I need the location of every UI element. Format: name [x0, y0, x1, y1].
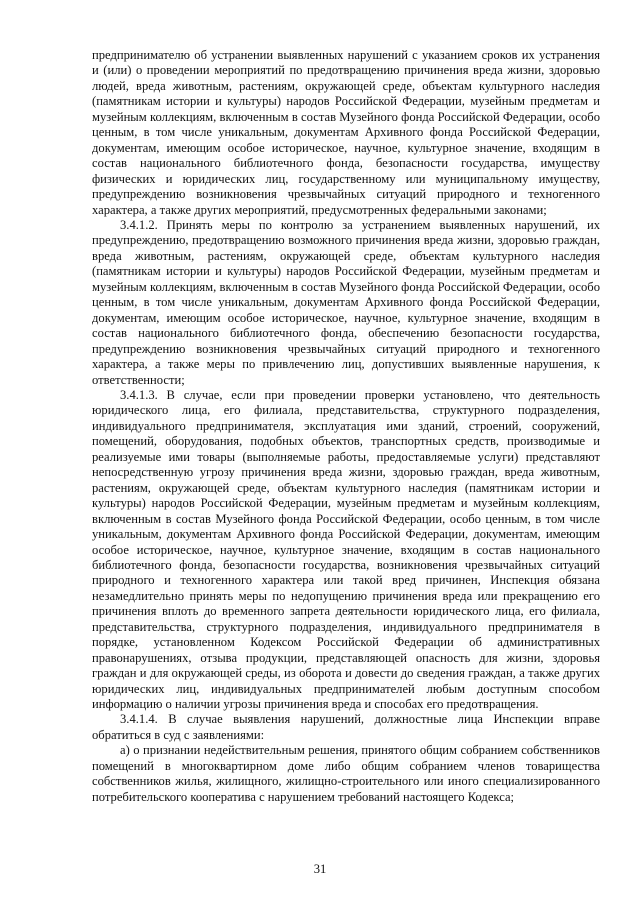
- paragraph-continuation: предпринимателю об устранении выявленных нарушений с указанием сроков их устранения и (или) о проведении мероприятий по предотвращению причинения вреда жизни, здоровью людей, вреда животным, растениям, окружающей среде, объектам культурного наследия (памятникам истории и культуры) народов Российской Федерации, музейным предметам и музейным коллекциям, включенным в состав Музейного фонда Российской Федерации, особо ценным, в том числе уникальным, документам Архивного фонда Российской Федерации, документам, имеющим особое историческое, научное, культурное значение, входящим в состав национального библиотечного фонда, безопасности государства, имуществу физических и юридических лиц, государственному или муниципальному имуществу, предупреждению возникновения чрезвычайных ситуаций природного и техногенного характера, а также других мероприятий, предусмотренных федеральными законами;: [92, 48, 600, 217]
- paragraph-item-a: а) о признании недействительным решения, принятого общим собранием собственников помещений в многоквартирном доме либо общим собранием членов товарищества собственников жилья, жилищного, жилищно-строительного или иного специализированного потребительского кооператива с нарушением требований настоящего Кодекса;: [92, 743, 600, 804]
- page-number: 31: [313, 862, 327, 876]
- paragraph-3-4-1-2: 3.4.1.2. Принять меры по контролю за устранением выявленных нарушений, их предупреждению, предотвращению возможного причинения вреда жизни, здоровью граждан, вреда животным, растениям, окружающей среде, объектам культурного наследия (памятникам истории и культуры) народов Российской Федерации, музейным предметам и музейным коллекциям, включенным в состав Музейного фонда Российской Федерации, особо ценным, в том числе уникальным, документам Архивного фонда Российской Федерации, документам, имеющим особое историческое, научное, культурное значение, входящим в состав национального библиотечного фонда, обеспечению безопасности государства, предупреждению возникновения чрезвычайных ситуаций природного и техногенного характера, а также меры по привлечению лиц, допустивших выявленные нарушения, к ответственности;: [92, 217, 600, 387]
- paragraph-3-4-1-4: 3.4.1.4. В случае выявления нарушений, должностные лица Инспекции вправе обратиться в суд с заявлениями:: [92, 712, 600, 742]
- document-page: [92, 48, 600, 805]
- paragraph-3-4-1-3: 3.4.1.3. В случае, если при проведении проверки установлено, что деятельность юридического лица, его филиала, представительства, структурного подразделения, индивидуального предпринимателя, эксплуатация ими зданий, строений, сооружений, помещений, оборудования, подобных объектов, транспортных средств, производимые и реализуемые ими товары (выполняемые работы, предоставляемые услуги) представляют непосредственную угрозу причинения вреда жизни, здоровью граждан, вреда животным, растениям, окружающей среде, объектам культурного наследия (памятникам истории и культуры) народов Российской Федерации, музейным предметам и музейным коллекциям, включенным в состав Музейного фонда Российской Федерации, особо ценным, в том числе уникальным, документам Архивного фонда Российской Федерации, документам, имеющим особое историческое, научное, культурное значение, входящим в состав национального библиотечного фонда, безопасности государства, возникновения чрезвычайных ситуаций природного и техногенного характера или такой вред причинен, Инспекция обязана незамедлительно принять меры по недопущению причинения вреда или прекращению его причинения вплоть до временного запрета деятельности юридического лица, его филиала, представительства, структурного подразделения, индивидуального предпринимателя в порядке, установленном Кодексом Российской Федерации об административных правонарушениях, отзыва продукции, представляющей опасность для жизни, здоровья граждан и для окружающей среды, из оборота и довести до сведения граждан, а также других юридических лиц, индивидуальных предпринимателей любым доступным способом информацию о наличии угрозы причинения вреда и способах его предотвращения.: [92, 387, 600, 712]
